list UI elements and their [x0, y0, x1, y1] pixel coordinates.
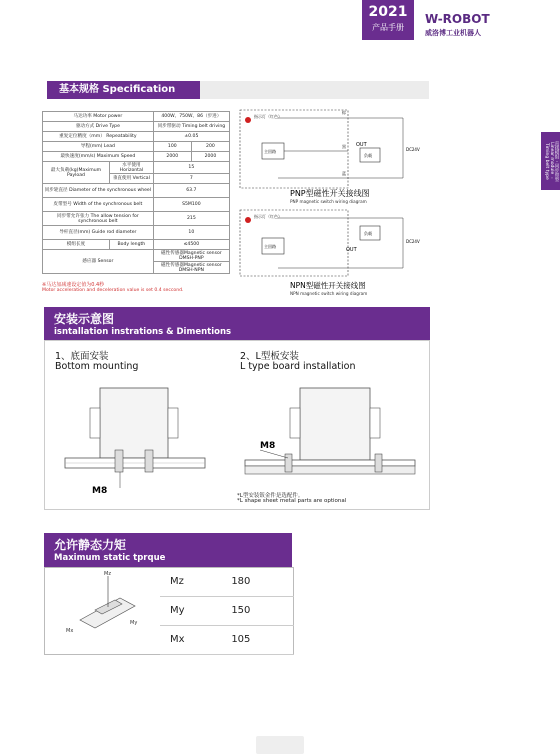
- l-plate-note-en: *L shape sheet metal parts are optional: [237, 498, 347, 504]
- svg-text:指示灯（红色）: 指示灯（红色）: [254, 214, 282, 219]
- spec-table: [42, 111, 230, 274]
- install-title-cn: 安装示意图: [54, 312, 115, 326]
- table-row: 导程(mm) Lead 100 200: [43, 142, 230, 152]
- table-row: 马达功率 Motor power 400W、750W、86（步进）: [43, 112, 230, 122]
- table-row: Mx 105: [160, 625, 294, 654]
- year-text: 2021: [368, 4, 408, 20]
- page-number-tab: [256, 736, 304, 754]
- svg-text:主回路: 主回路: [264, 244, 276, 249]
- indicator-icon: [245, 217, 251, 223]
- table-row: My 150: [160, 596, 294, 625]
- table-row: 垂直使用 Vertical 7: [43, 174, 230, 184]
- svg-text:OUT: OUT: [346, 247, 357, 253]
- l-plate-note-cn: *L型安装钣金件是选配件。: [237, 493, 304, 499]
- install-section-header: [44, 307, 430, 340]
- svg-text:PNP型磁性开关接线图: PNP型磁性开关接线图: [290, 189, 370, 198]
- torque-title-cn: 允许静态力矩: [54, 538, 127, 552]
- company-logo: [425, 12, 525, 38]
- bottom-mount-drawing: [60, 378, 210, 498]
- year-badge: [362, 0, 414, 40]
- svg-text:My: My: [130, 620, 138, 626]
- manual-text: 产品手册: [372, 23, 404, 32]
- table-row: 驱动方式 Drive Type 同步带驱动 Timing belt driving: [43, 122, 230, 132]
- svg-text:DC24V: DC24V: [406, 147, 420, 152]
- table-row: 磁性传感器Magnetic sensor DMSH-NPN: [43, 262, 230, 274]
- logo-text: W-ROBOT: [425, 12, 490, 26]
- torque-title-en: Maximum static tprque: [54, 553, 166, 563]
- svg-text:主回路: 主回路: [264, 149, 276, 154]
- svg-text:DC24V: DC24V: [406, 239, 420, 244]
- table-row: 模组长度 Body length ≤4500: [43, 240, 230, 250]
- svg-text:蓝: 蓝: [342, 171, 346, 176]
- bottom-mount-title-en: Bottom mounting: [55, 361, 139, 372]
- svg-text:PNP magnetic switch wiring dia: PNP magnetic switch wiring diagram: [290, 199, 367, 204]
- table-row: 重复定位精度（mm） Repeatability ±0.05: [43, 132, 230, 142]
- logo-subtitle: 威洛博工业机器人: [425, 29, 481, 37]
- svg-text:指示灯（红色）: 指示灯（红色）: [254, 114, 282, 119]
- npn-diagram: [240, 210, 420, 296]
- spec-title: 基本规格 Specification: [47, 81, 200, 99]
- pnp-diagram: [240, 109, 420, 204]
- table-row: 同步带允许张力 The allow tension for synchronous belt 215: [43, 212, 230, 226]
- indicator-icon: [245, 117, 251, 123]
- l-mount-title-en: L type board installation: [240, 361, 356, 372]
- accel-note-cn: ※马达加减速设定值为0.4秒: [42, 282, 105, 288]
- torque-table: [160, 567, 294, 655]
- table-row: 皮带型号 Width of the synchronous belt S5M100: [43, 198, 230, 212]
- torque-axes-drawing: [60, 570, 155, 650]
- svg-text:OUT: OUT: [356, 142, 367, 148]
- svg-text:Mz: Mz: [104, 571, 111, 577]
- svg-text:NPN型磁性开关接线图: NPN型磁性开关接线图: [290, 281, 366, 290]
- torque-section-header: [44, 533, 292, 567]
- svg-text:NPN magnetic switch wiring dia: NPN magnetic switch wiring diagram: [290, 291, 368, 296]
- table-row: 导杆直径(mm) Guide rod diameter 10: [43, 226, 230, 240]
- table-row: 感应器 Sensor 磁性传感器Magnetic sensor DMSH-PNP: [43, 250, 230, 262]
- svg-text:M8: M8: [92, 486, 108, 496]
- l-mount-title-cn: 2、L型板安装: [240, 351, 299, 362]
- accel-note-en: Motor acceleration and deceleration value is set 0.4 seccond.: [42, 288, 184, 293]
- svg-text:M8: M8: [260, 441, 276, 451]
- side-category-tab: 直线模组・同步带型 Linear module ・ Timing belt type: [541, 132, 560, 190]
- table-row: 同步轮直径 Diameter of the synchronous wheel 63.7: [43, 184, 230, 198]
- table-row: 最大负载(kg)Maximum Payload 水平使用 Horizontal 15: [43, 162, 230, 174]
- bottom-mount-title-cn: 1、底面安装: [55, 351, 109, 362]
- wiring-diagrams: [238, 108, 420, 298]
- svg-text:Mx: Mx: [66, 628, 74, 634]
- table-row: Mz 180: [160, 567, 294, 596]
- install-title-en: isntallation instrations & Dimentions: [54, 327, 232, 337]
- l-mount-drawing: [240, 378, 420, 488]
- svg-text:棕: 棕: [342, 110, 346, 115]
- svg-text:负载: 负载: [364, 153, 372, 158]
- svg-text:负载: 负载: [364, 231, 372, 236]
- svg-text:黑: 黑: [342, 144, 346, 149]
- spec-section-header: [47, 81, 429, 99]
- table-row: 最快速度(mm/s) Maximum Speed 2000 2000: [43, 152, 230, 162]
